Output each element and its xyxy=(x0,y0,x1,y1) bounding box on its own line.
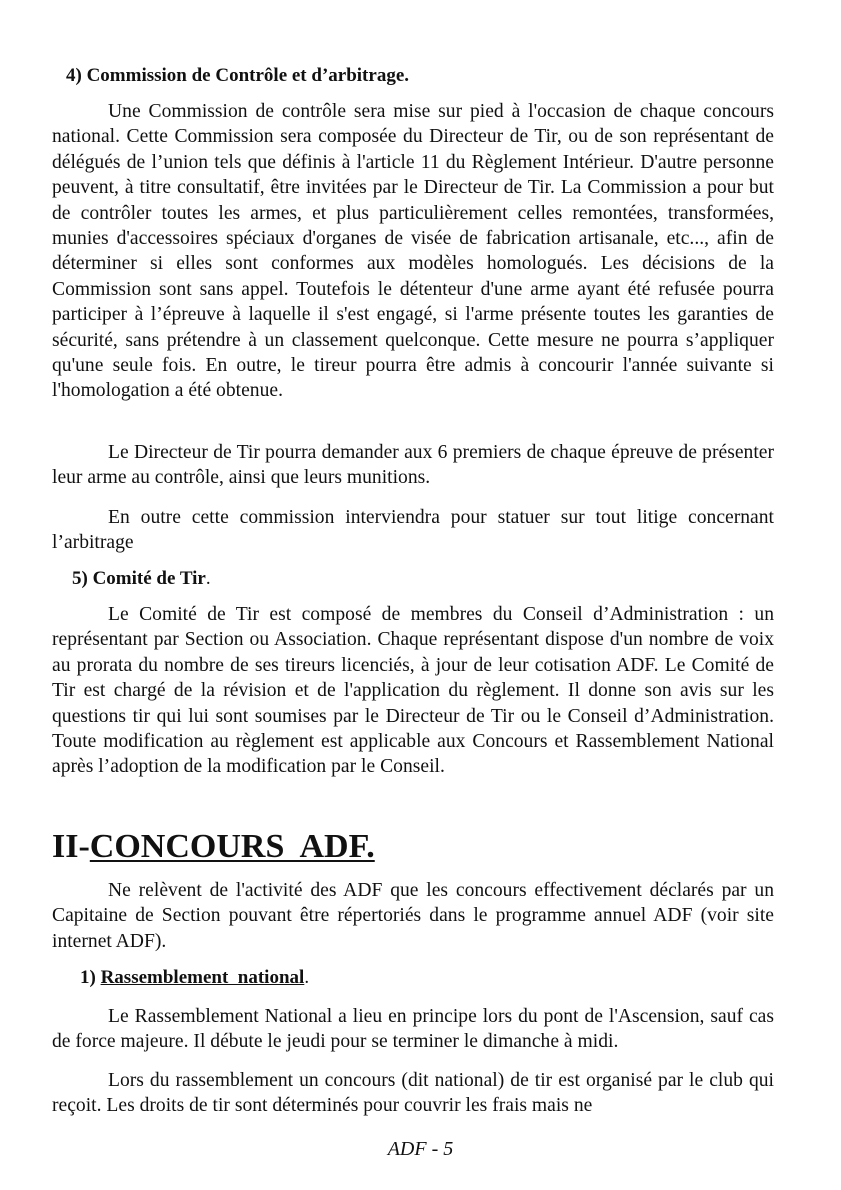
section-4-paragraph-1: Une Commission de contrôle sera mise sur pied à l'occasion de chaque concours national. Cette Commission sera composée du Directeur de Tir, ou de son représentant de délégués de l’union tels que définis à l'article 11 du Règlement Intérieur. D'autre personne peuvent, à titre consultatif, être invitées par le Directeur de Tir. La Commission a pour but de contrôler toutes les armes, et plus particulièrement celles remontées, transformées, munies d'accessoires spéciaux d'organes de visée de fabrication artisanale, etc..., afin de déterminer si elles sont conformes aux modèles homologués. Les décisions de la Commission sont sans appel. Toutefois le détenteur d'une arme ayant été refusée pourra participer à l’épreuve à laquelle il s'est engagé, si l'arme présente toutes les garanties de sécurité, sans prétendre à un classement quelconque. Cette mesure ne pourra s’appliquer qu'une seule fois. En outre, le tireur pourra être admis à concourir l'année suivante si l'homologation a été obtenue. xyxy=(52,101,774,402)
section-4-paragraph-2: Le Directeur de Tir pourra demander aux 6 premiers de chaque épreuve de présenter leur arme au contrôle, ainsi que leurs munitions. xyxy=(52,442,774,489)
section-4-paragraph-3: En outre cette commission interviendra pour statuer sur tout litige concernant l’arbitrage xyxy=(52,507,774,554)
rassemblement-title: Rassemblement national xyxy=(100,967,305,988)
page-footer: ADF - 5 xyxy=(387,1138,454,1160)
chapter-2-prefix: II- xyxy=(52,828,90,865)
section-5-paragraph-1: Le Comité de Tir est composé de membres du Conseil d’Administration : un représentant par Section ou Association. Chaque représentant dispose d'un nombre de voix au prorata du nombre de ses tireurs licenciés, à jour de leur cotisation ADF. Le Comité de Tir est chargé de la révision et de l'application du règlement. Il donne son avis sur les questions tir qui lui sont soumises par le Directeur de Tir ou le Conseil d’Administration. Toute modification au règlement est applicable aux Concours et Rassemblement National après l’adoption de la modification par le Conseil. xyxy=(52,604,774,778)
section-5-heading-period: . xyxy=(205,568,211,589)
chapter-2-title: CONCOURS ADF. xyxy=(89,828,375,865)
rassemblement-period: . xyxy=(304,967,310,988)
rassemblement-paragraph-1: Le Rassemblement National a lieu en principe lors du pont de l'Ascension, sauf cas de force majeure. Il débute le jeudi pour se terminer le dimanche à midi. xyxy=(52,1006,774,1053)
rassemblement-heading xyxy=(80,966,309,990)
chapter-2-paragraph-1: Ne relèvent de l'activité des ADF que les concours effectivement déclarés par un Capitaine de Section pouvant être répertoriés dans le programme annuel ADF (voir site internet ADF). xyxy=(52,880,774,952)
section-5-heading-text: 5) Comité de Tir xyxy=(72,568,206,589)
rassemblement-number: 1) xyxy=(80,967,101,988)
rassemblement-paragraph-2: Lors du rassemblement un concours (dit national) de tir est organisé par le club qui reçoit. Les droits de tir sont déterminés pour couvrir les frais mais ne xyxy=(52,1070,774,1117)
section-5-heading xyxy=(72,567,211,591)
section-4-heading: 4) Commission de Contrôle et d’arbitrage. xyxy=(66,65,410,86)
chapter-2-heading xyxy=(52,826,375,868)
